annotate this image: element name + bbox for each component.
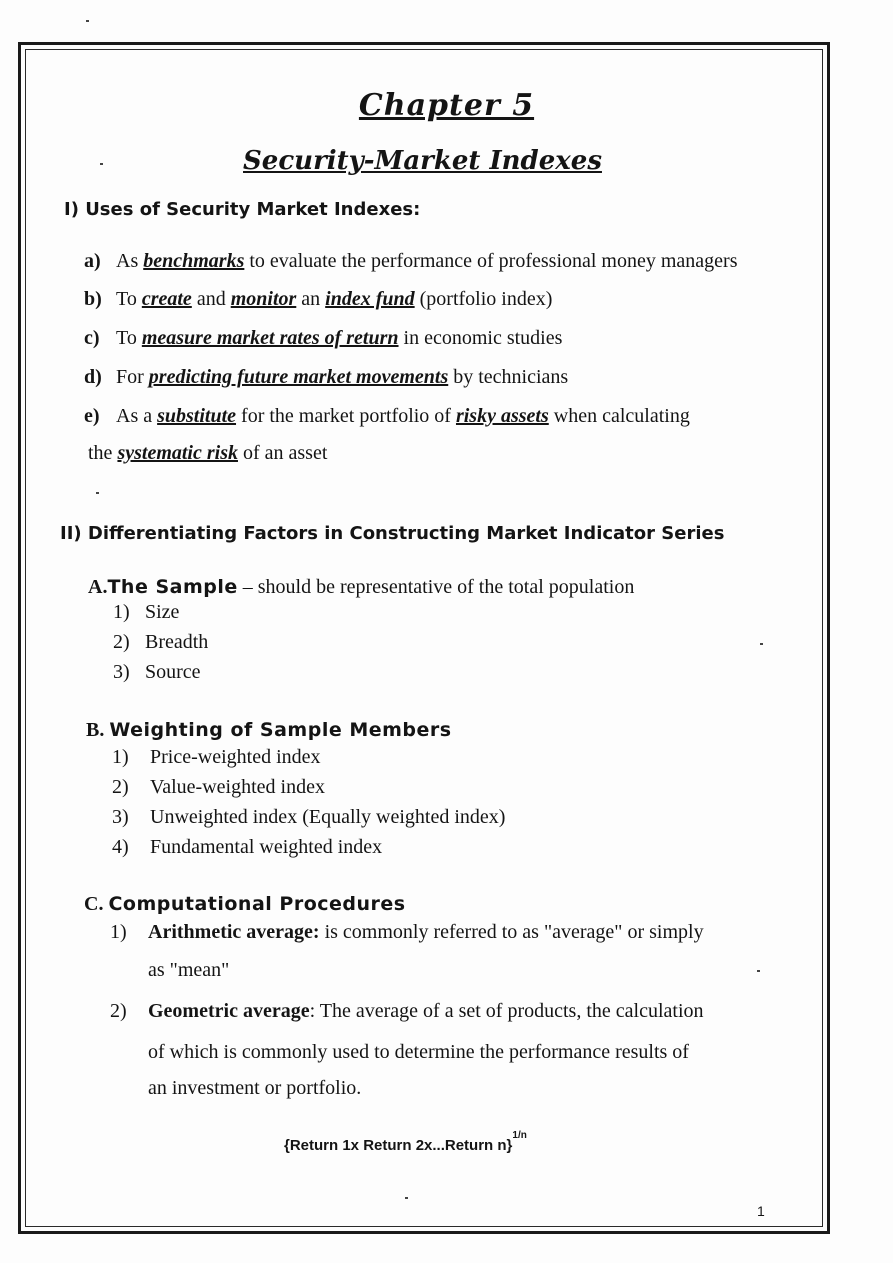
list-item-continued: as "mean" — [148, 959, 230, 981]
list-item-continued: of which is commonly used to determine the performance results of — [148, 1041, 689, 1063]
subsection-b-heading: B. Weighting of Sample Members — [86, 719, 452, 741]
section-1-heading: I) Uses of Security Market Indexes: — [64, 199, 421, 220]
list-item: 2) Geometric average: The average of a set of products, the calculation — [110, 1000, 704, 1022]
list-item-c: c) To measure market rates of return in economic studies — [84, 327, 563, 349]
scan-speck — [86, 20, 89, 22]
list-item-continued: an investment or portfolio. — [148, 1077, 362, 1099]
list-item: 1) Size — [113, 601, 180, 623]
list-item: 2) Breadth — [113, 631, 209, 653]
list-item: 3) Unweighted index (Equally weighted index) — [112, 806, 506, 828]
list-item-e: e) As a substitute for the market portfolio of risky assets when calculating — [84, 405, 690, 427]
list-item: 3) Source — [113, 661, 201, 683]
scan-speck — [760, 643, 763, 645]
formula-exponent: 1/n — [512, 1130, 527, 1141]
subsection-c-heading: C. Computational Procedures — [84, 893, 406, 915]
scan-speck — [405, 1197, 408, 1199]
list-item-b: b) To create and monitor an index fund (portfolio index) — [84, 288, 553, 310]
geometric-average-formula: {Return 1x Return 2x...Return n}$^{1/n}$ — [284, 1130, 527, 1154]
page-title: Security-Market Indexes — [243, 146, 602, 176]
scan-speck — [757, 970, 760, 972]
list-item: 4) Fundamental weighted index — [112, 836, 383, 858]
page-number: 1 — [757, 1203, 765, 1219]
list-item: 2) Value-weighted index — [112, 776, 325, 798]
section-2-heading: II) Differentiating Factors in Constructing Market Indicator Series — [60, 523, 725, 544]
list-item-a: a) As benchmarks to evaluate the performance of professional money managers — [84, 250, 738, 272]
scan-speck — [96, 492, 99, 494]
subsection-a-heading: A.The Sample – should be representative of the total population — [88, 576, 635, 598]
list-item: 1) Arithmetic average: is commonly referred to as "average" or simply — [110, 921, 704, 943]
chapter-heading: Chapter 5 — [358, 88, 535, 123]
list-item-e-continued: the systematic risk of an asset — [88, 442, 328, 464]
list-item-d: d) For predicting future market movements by technicians — [84, 366, 569, 388]
list-item: 1) Price-weighted index — [112, 746, 321, 768]
